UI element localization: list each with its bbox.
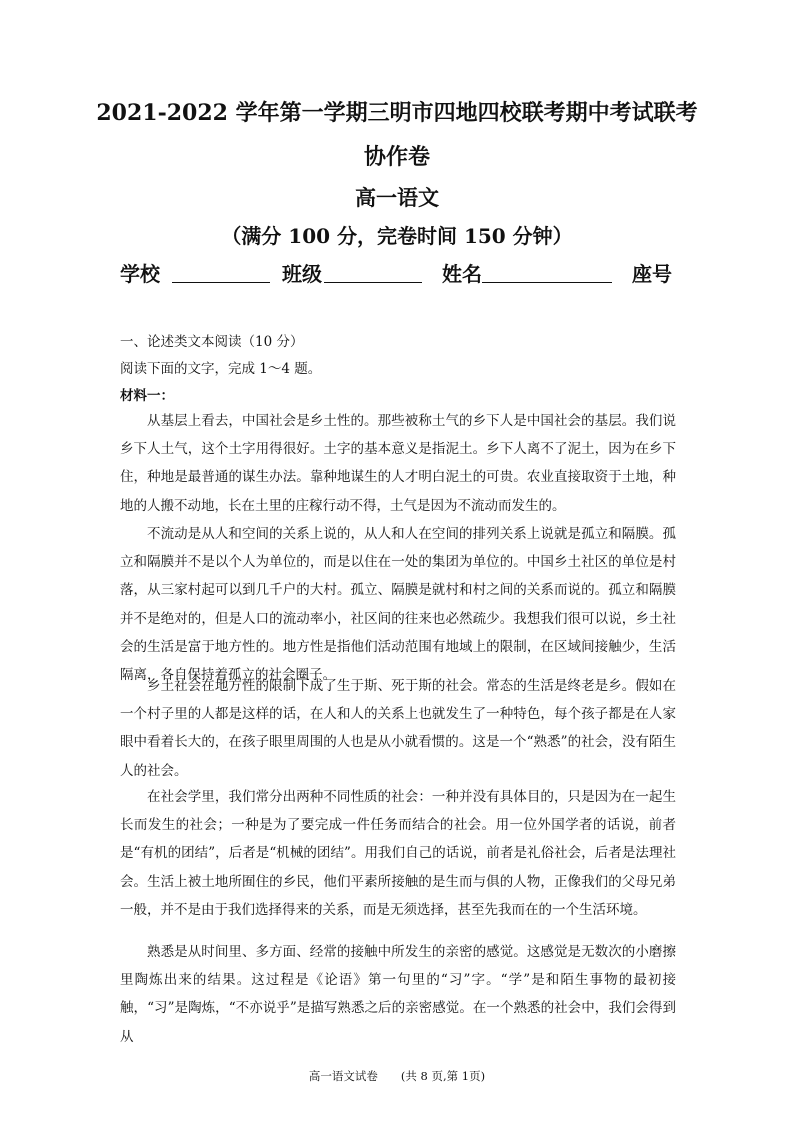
section-heading: 一、论述类文本阅读（10 分）	[120, 334, 304, 350]
class-label: 班级	[282, 262, 322, 286]
name-blank[interactable]	[482, 258, 612, 283]
paragraph-1: 从基层上看去，中国社会是乡土性的。那些被称土气的乡下人是中国社会的基层。我们说乡下人土气，这个土字用得很好。土字的基本意义是指泥土。乡下人离不了泥土，因为在乡下住，种地是最普通的谋生办法。靠种地谋生的人才明白泥土的可贵。农业直接取资于土地，种地的人搬不动地，长在土里的庄稼行动不得，土气是因为不流动而发生的。	[120, 413, 676, 514]
paragraph-5: 熟悉是从时间里、多方面、经常的接触中所发生的亲密的感觉。这感觉是无数次的小磨擦里陶炼出来的结果。这过程是《论语》第一句里的“习”字。“学”是和陌生事物的最初接触，“习”是陶炼，“不亦说乎”是描写熟悉之后的亲密感觉。在一个熟悉的社会中，我们会得到从	[120, 944, 676, 1045]
class-blank[interactable]	[324, 258, 422, 283]
seat-label: 座号	[632, 262, 672, 286]
score-time-note: （满分 100 分，完卷时间 150 分钟）	[221, 224, 573, 248]
exam-title-line-1: 2021-2022 学年第一学期三明市四地四校联考期中考试联考	[96, 100, 698, 126]
school-label: 学校	[120, 262, 160, 286]
student-info-row	[120, 258, 680, 288]
section-instruction: 阅读下面的文字，完成 1～4 题。	[120, 361, 322, 377]
paragraph-4: 在社会学里，我们常分出两种不同性质的社会：一种并没有具体目的，只是因为在一起生长而发生的社会；一种是为了要完成一件任务而结合的社会。用一位外国学者的话说，前者是“有机的团结”，后者是“机械的团结”。用我们自己的话说，前者是礼俗社会，后者是法理社会。生活上被土地所囿住的乡民，他们平素所接触的是生而与俱的人物，正像我们的父母兄弟一般，并不是由于我们选择得来的关系，而是无须选择，甚至先我而在的一个生活环境。	[120, 789, 676, 918]
name-label: 姓名	[442, 262, 482, 286]
paragraph-2: 不流动是从人和空间的关系上说的，从人和人在空间的排列关系上说就是孤立和隔膜。孤立和隔膜并不是以个人为单位的，而是以住在一处的集团为单位的。中国乡土社区的单位是村落，从三家村起可以到几千户的大村。孤立、隔膜是就村和村之间的关系而说的。孤立和隔膜并不是绝对的，但是人口的流动率小，社区间的往来也必然疏少。我想我们很可以说，乡土社会的生活是富于地方性的。地方性是指他们活动范围有地域上的限制，在区域间接触少，生活隔离，各自保持着孤立的社会圈子。	[120, 526, 676, 684]
school-blank[interactable]	[172, 258, 270, 283]
exam-title-line-2: 协作卷	[363, 144, 430, 170]
page-footer: 高一语文试卷 (共 8 页,第 1页)	[308, 1069, 486, 1083]
material-label: 材料一：	[120, 388, 174, 404]
paragraph-3: 乡土社会在地方性的限制下成了生于斯、死于斯的社会。常态的生活是终老是乡。假如在一个村子里的人都是这样的话，在人和人的关系上也就发生了一种特色，每个孩子都是在人家眼中看着长大的，在孩子眼里周围的人也是从小就看惯的。这是一个“熟悉”的社会，没有陌生人的社会。	[120, 678, 676, 779]
subject-title: 高一语文	[355, 185, 439, 210]
